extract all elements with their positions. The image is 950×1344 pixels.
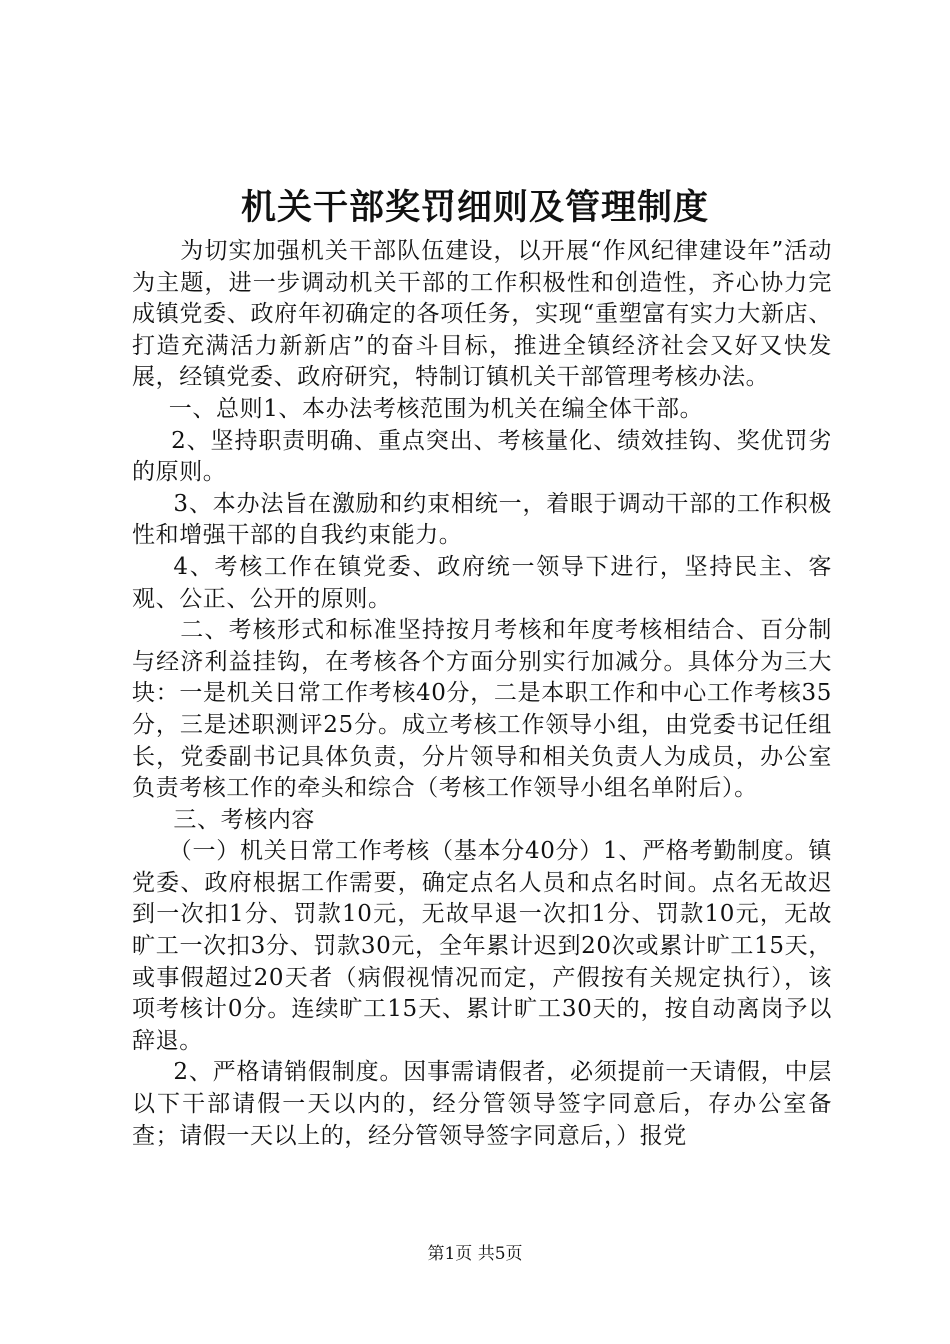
paragraph-daily-work-assessment: （一）机关日常工作考核（基本分40分）1、严格考勤制度。镇党委、政府根据工作需要，确定点名人员和点名时间。点名无故迟到一次扣1分、罚款10元，无故早退一次扣1分、罚款10元，无故旷工一次扣3分、罚款30元，全年累计迟到20次或累计旷工15天，或事假超过20天者（病假视情况而定，产假按有关规定执行），该项考核计0分。连续旷工15天、累计旷工30天的，按自动离岗予以辞退。 [132,838,832,1054]
document-body [132,236,832,1152]
paragraph-assessment-form: 二、考核形式和标准坚持按月考核和年度考核相结合、百分制与经济利益挂钩，在考核各个方面分别实行加减分。具体分为三大块：一是机关日常工作考核40分，二是本职工作和中心工作考核35分，三是述职测评25分。成立考核工作领导小组，由党委书记任组长，党委副书记具体负责，分片领导和相关负责人为成员，办公室负责考核工作的牵头和综合（考核工作领导小组名单附后）。 [132,617,832,802]
page-footer: 第1页 共5页 [427,1244,523,1264]
paragraph-general-4: 4、考核工作在镇党委、政府统一领导下进行，坚持民主、客观、公正、公开的原则。 [132,553,832,612]
paragraph-general-3: 3、本办法旨在激励和约束相统一，着眼于调动干部的工作积极性和增强干部的自我约束能力。 [132,490,832,549]
paragraph-general-1: 一、总则1、本办法考核范围为机关在编全体干部。 [168,395,704,422]
paragraph-intro: 为切实加强机关干部队伍建设，以开展“作风纪律建设年”活动为主题，进一步调动机关干部的工作积极性和创造性，齐心协力完成镇党委、政府年初确定的各项任务，实现“重塑富有实力大新店、打造充满活力新新店”的奋斗目标，推进全镇经济社会又好又快发展，经镇党委、政府研究，特制订镇机关干部管理考核办法。 [132,238,832,391]
paragraph-general-2: 2、坚持职责明确、重点突出、考核量化、绩效挂钩、奖优罚劣的原则。 [132,427,832,486]
paragraph-leave-system: 2、严格请销假制度。因事需请假者，必须提前一天请假，中层以下干部请假一天以内的，经分管领导签字同意后，存办公室备查；请假一天以上的，经分管领导签字同意后，）报党 [132,1059,832,1149]
paragraph-assessment-content-heading: 三、考核内容 [173,806,315,833]
document-title: 机关干部奖罚细则及管理制度 [240,187,709,228]
